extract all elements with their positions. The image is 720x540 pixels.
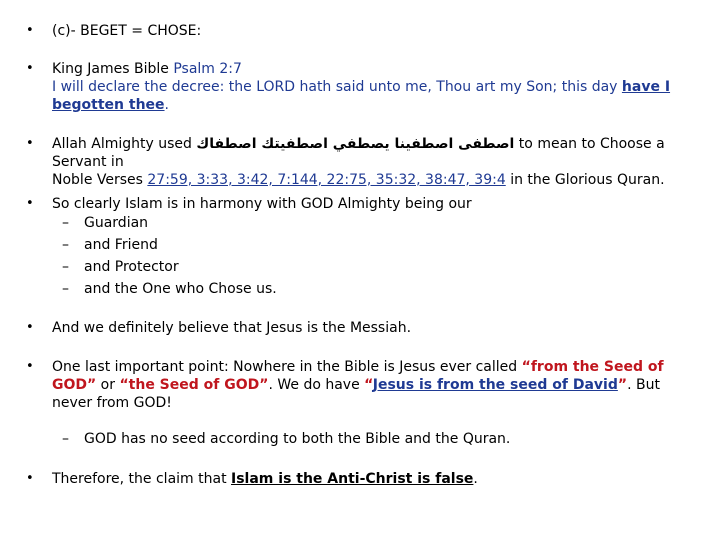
quran-usage [52, 135, 692, 189]
psalm-emphasis-1: have I [621, 79, 671, 95]
psalm-text: I will declare the decree: the LORD hath said unto me, Thou art my Son; this day [52, 79, 622, 95]
dash-marker: – [62, 237, 69, 253]
seed-quote-close: ” [617, 377, 628, 393]
conclusion-prefix: Therefore, the claim that [52, 471, 232, 487]
sub-list [62, 212, 277, 300]
conclusion-emphasis: Islam is the Anti-Christ is false [231, 471, 474, 487]
verses-prefix: Noble Verses [52, 172, 148, 188]
seed-text-3: . We do have [268, 377, 365, 393]
conclusion-end: . [473, 471, 478, 487]
bullet-dot: • [26, 320, 34, 335]
dash-marker: – [62, 281, 69, 297]
sub-item-friend: and Friend [84, 237, 158, 253]
sub-item [62, 256, 277, 278]
verse-references-link[interactable]: 27:59, 3:33, 3:42, 7:144, 22:75, 35:32, 38:47, 39:4 [147, 172, 506, 188]
bullet-dot: • [26, 23, 34, 38]
bullet-dot: • [26, 61, 34, 76]
bullet-dot: • [26, 471, 34, 486]
sub-item-protector: and Protector [84, 259, 179, 275]
bullet-dot: • [26, 196, 34, 211]
psalm-emphasis-2: begotten thee [52, 97, 165, 113]
seed-text-4: . But never from GOD! [52, 377, 660, 411]
bullet-dot: • [26, 359, 34, 374]
seed-quote-2: “the Seed of GOD” [119, 377, 269, 393]
psalm-end: . [164, 97, 169, 113]
heading-beget-chose [52, 22, 692, 40]
sub-item-chose: and the One who Chose us. [84, 281, 277, 297]
psalm-quote [52, 60, 692, 114]
seed-of-david-link[interactable]: Jesus is from the seed of David [372, 377, 618, 393]
seed-sub-item [62, 428, 510, 450]
bullet-dot: • [26, 136, 34, 151]
sub-item [62, 234, 277, 256]
usage-prefix: Allah Almighty used [52, 136, 197, 152]
dash-marker: – [62, 215, 69, 231]
sub-item-guardian: Guardian [84, 215, 149, 231]
heading-text: (c)- BEGET = CHOSE: [52, 23, 202, 39]
psalm-reference: Psalm 2:7 [173, 61, 242, 77]
no-seed-text: GOD has no seed according to both the Bible and the Quran. [84, 431, 511, 447]
seed-point [52, 358, 692, 412]
sub-item [62, 278, 277, 300]
messiah-statement [52, 319, 692, 337]
messiah-text: And we definitely believe that Jesus is the Messiah. [52, 320, 412, 336]
dash-marker: – [62, 259, 69, 275]
seed-text-2: or [96, 377, 120, 393]
seed-quote-1: “from the Seed of GOD” [52, 359, 664, 393]
usage-suffix: to mean to Choose a Servant in [52, 136, 665, 170]
dash-marker: – [62, 431, 69, 447]
verses-suffix: in the Glorious Quran. [505, 172, 665, 188]
sub-item [62, 212, 277, 234]
seed-quote-open: “ [364, 377, 373, 393]
psalm-source-label: King James Bible [52, 61, 174, 77]
harmony-statement [52, 195, 692, 213]
harmony-text: So clearly Islam is in harmony with GOD Almighty being our [52, 196, 472, 212]
seed-text-1: One last important point: Nowhere in the Bible is Jesus ever called [52, 359, 522, 375]
arabic-words: اصطفى اصطفينا يصطفي اصطفيتك اصطفاك [196, 136, 515, 152]
conclusion-statement [52, 470, 692, 488]
